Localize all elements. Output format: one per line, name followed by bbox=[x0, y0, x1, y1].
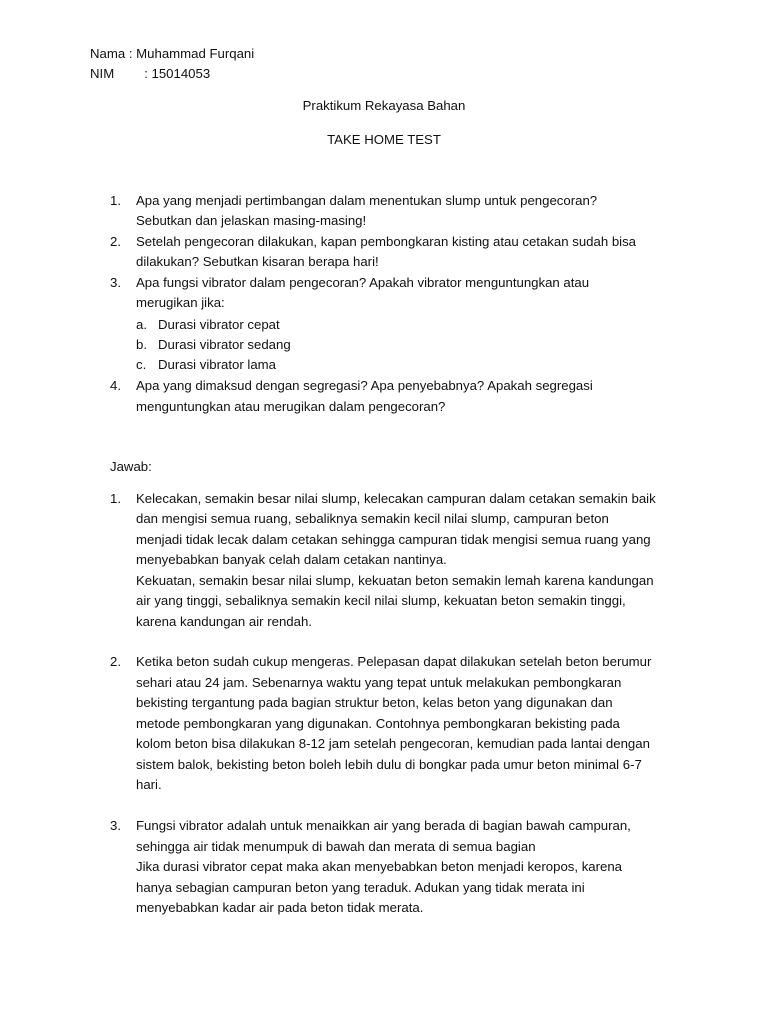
question-line: merugikan jika: bbox=[136, 295, 225, 310]
answer-line: Kelecakan, semakin besar nilai slump, kelecakan campuran dalam cetakan semakin baik bbox=[136, 491, 656, 506]
nim-label: NIM bbox=[90, 66, 115, 81]
question-line: Apa fungsi vibrator dalam pengecoran? Apakah vibrator menguntungkan atau bbox=[136, 275, 590, 290]
question-line: Apa yang dimaksud dengan segregasi? Apa penyebabnya? Apakah segregasi bbox=[136, 378, 593, 393]
question-number: 4. bbox=[110, 378, 121, 393]
question-line: dilakukan? Sebutkan kisaran berapa hari! bbox=[136, 254, 379, 269]
answer-line: metode pembongkaran yang digunakan. Contohnya pembongkaran bekisting pada bbox=[136, 716, 620, 731]
answer-line: air yang tinggi, sebaliknya semakin kecil nilai slump, kekuatan beton semakin tinggi, bbox=[136, 593, 626, 608]
answer-line: menyebabkan banyak celah dalam cetakan nantinya. bbox=[136, 552, 447, 567]
answer-line: Kekuatan, semakin besar nilai slump, kekuatan beton semakin lemah karena kandungan bbox=[136, 573, 654, 588]
student-name: Nama : Muhammad Furqani bbox=[90, 46, 255, 61]
question-line: menguntungkan atau merugikan dalam pengecoran? bbox=[136, 399, 446, 414]
nim-value: : 15014053 bbox=[144, 66, 211, 81]
sub-item-letter: b. bbox=[136, 337, 147, 352]
answer-line: Jika durasi vibrator cepat maka akan menyebabkan beton menjadi keropos, karena bbox=[136, 859, 623, 874]
answer-number: 2. bbox=[110, 654, 121, 669]
question-line: Sebutkan dan jelaskan masing-masing! bbox=[136, 213, 367, 228]
sub-item-letter: a. bbox=[136, 317, 147, 332]
student-nim bbox=[90, 64, 210, 84]
answer-line: sehari atau 24 jam. Sebenarnya waktu yang tepat untuk melakukan pembongkaran bbox=[136, 675, 622, 690]
answer-number: 3. bbox=[110, 818, 121, 833]
answer-line: menyebabkan kadar air pada beton tidak merata. bbox=[136, 900, 424, 915]
sub-item-letter: c. bbox=[136, 357, 147, 372]
question-number: 2. bbox=[110, 234, 121, 249]
sub-item-text: Durasi vibrator cepat bbox=[158, 317, 280, 332]
answer-number: 1. bbox=[110, 491, 121, 506]
answer-line: sehingga air tidak menumpuk di bawah dan merata di semua bagian bbox=[136, 839, 536, 854]
answer-line: sistem balok, bekisting beton boleh lebih dulu di bongkar pada umur beton minimal 6-7 bbox=[136, 757, 642, 772]
question-number: 1. bbox=[110, 193, 121, 208]
answer-line: Ketika beton sudah cukup mengeras. Pelepasan dapat dilakukan setelah beton berumur bbox=[136, 654, 652, 669]
answer-line: hari. bbox=[136, 777, 162, 792]
question-number: 3. bbox=[110, 275, 121, 290]
question-line: Setelah pengecoran dilakukan, kapan pembongkaran kisting atau cetakan sudah bisa bbox=[136, 234, 637, 249]
answer-line: bekisting tergantung pada bagian struktur beton, kelas beton yang digunakan dan bbox=[136, 695, 613, 710]
answer-line: kolom beton bisa dilakukan 8-12 jam setelah pengecoran, kemudian pada lantai dengan bbox=[136, 736, 650, 751]
answer-line: menjadi tidak lecak dalam cetakan sehingga campuran tidak mengisi semua ruang yang bbox=[136, 532, 651, 547]
answer-line: hanya sebagian campuran beton yang teraduk. Adukan yang tidak merata ini bbox=[136, 880, 585, 895]
question-line: Apa yang menjadi pertimbangan dalam menentukan slump untuk pengecoran? bbox=[136, 193, 598, 208]
answer-line: Fungsi vibrator adalah untuk menaikkan air yang berada di bagian bawah campuran, bbox=[136, 818, 631, 833]
document-title: Praktikum Rekayasa Bahan bbox=[302, 98, 466, 113]
sub-item-text: Durasi vibrator sedang bbox=[158, 337, 291, 352]
answer-line: karena kandungan air rendah. bbox=[136, 614, 312, 629]
answer-heading: Jawab: bbox=[110, 459, 152, 474]
sub-item-text: Durasi vibrator lama bbox=[158, 357, 276, 372]
document-subtitle: TAKE HOME TEST bbox=[327, 132, 441, 147]
answer-line: dan mengisi semua ruang, sebaliknya semakin kecil nilai slump, campuran beton bbox=[136, 511, 609, 526]
